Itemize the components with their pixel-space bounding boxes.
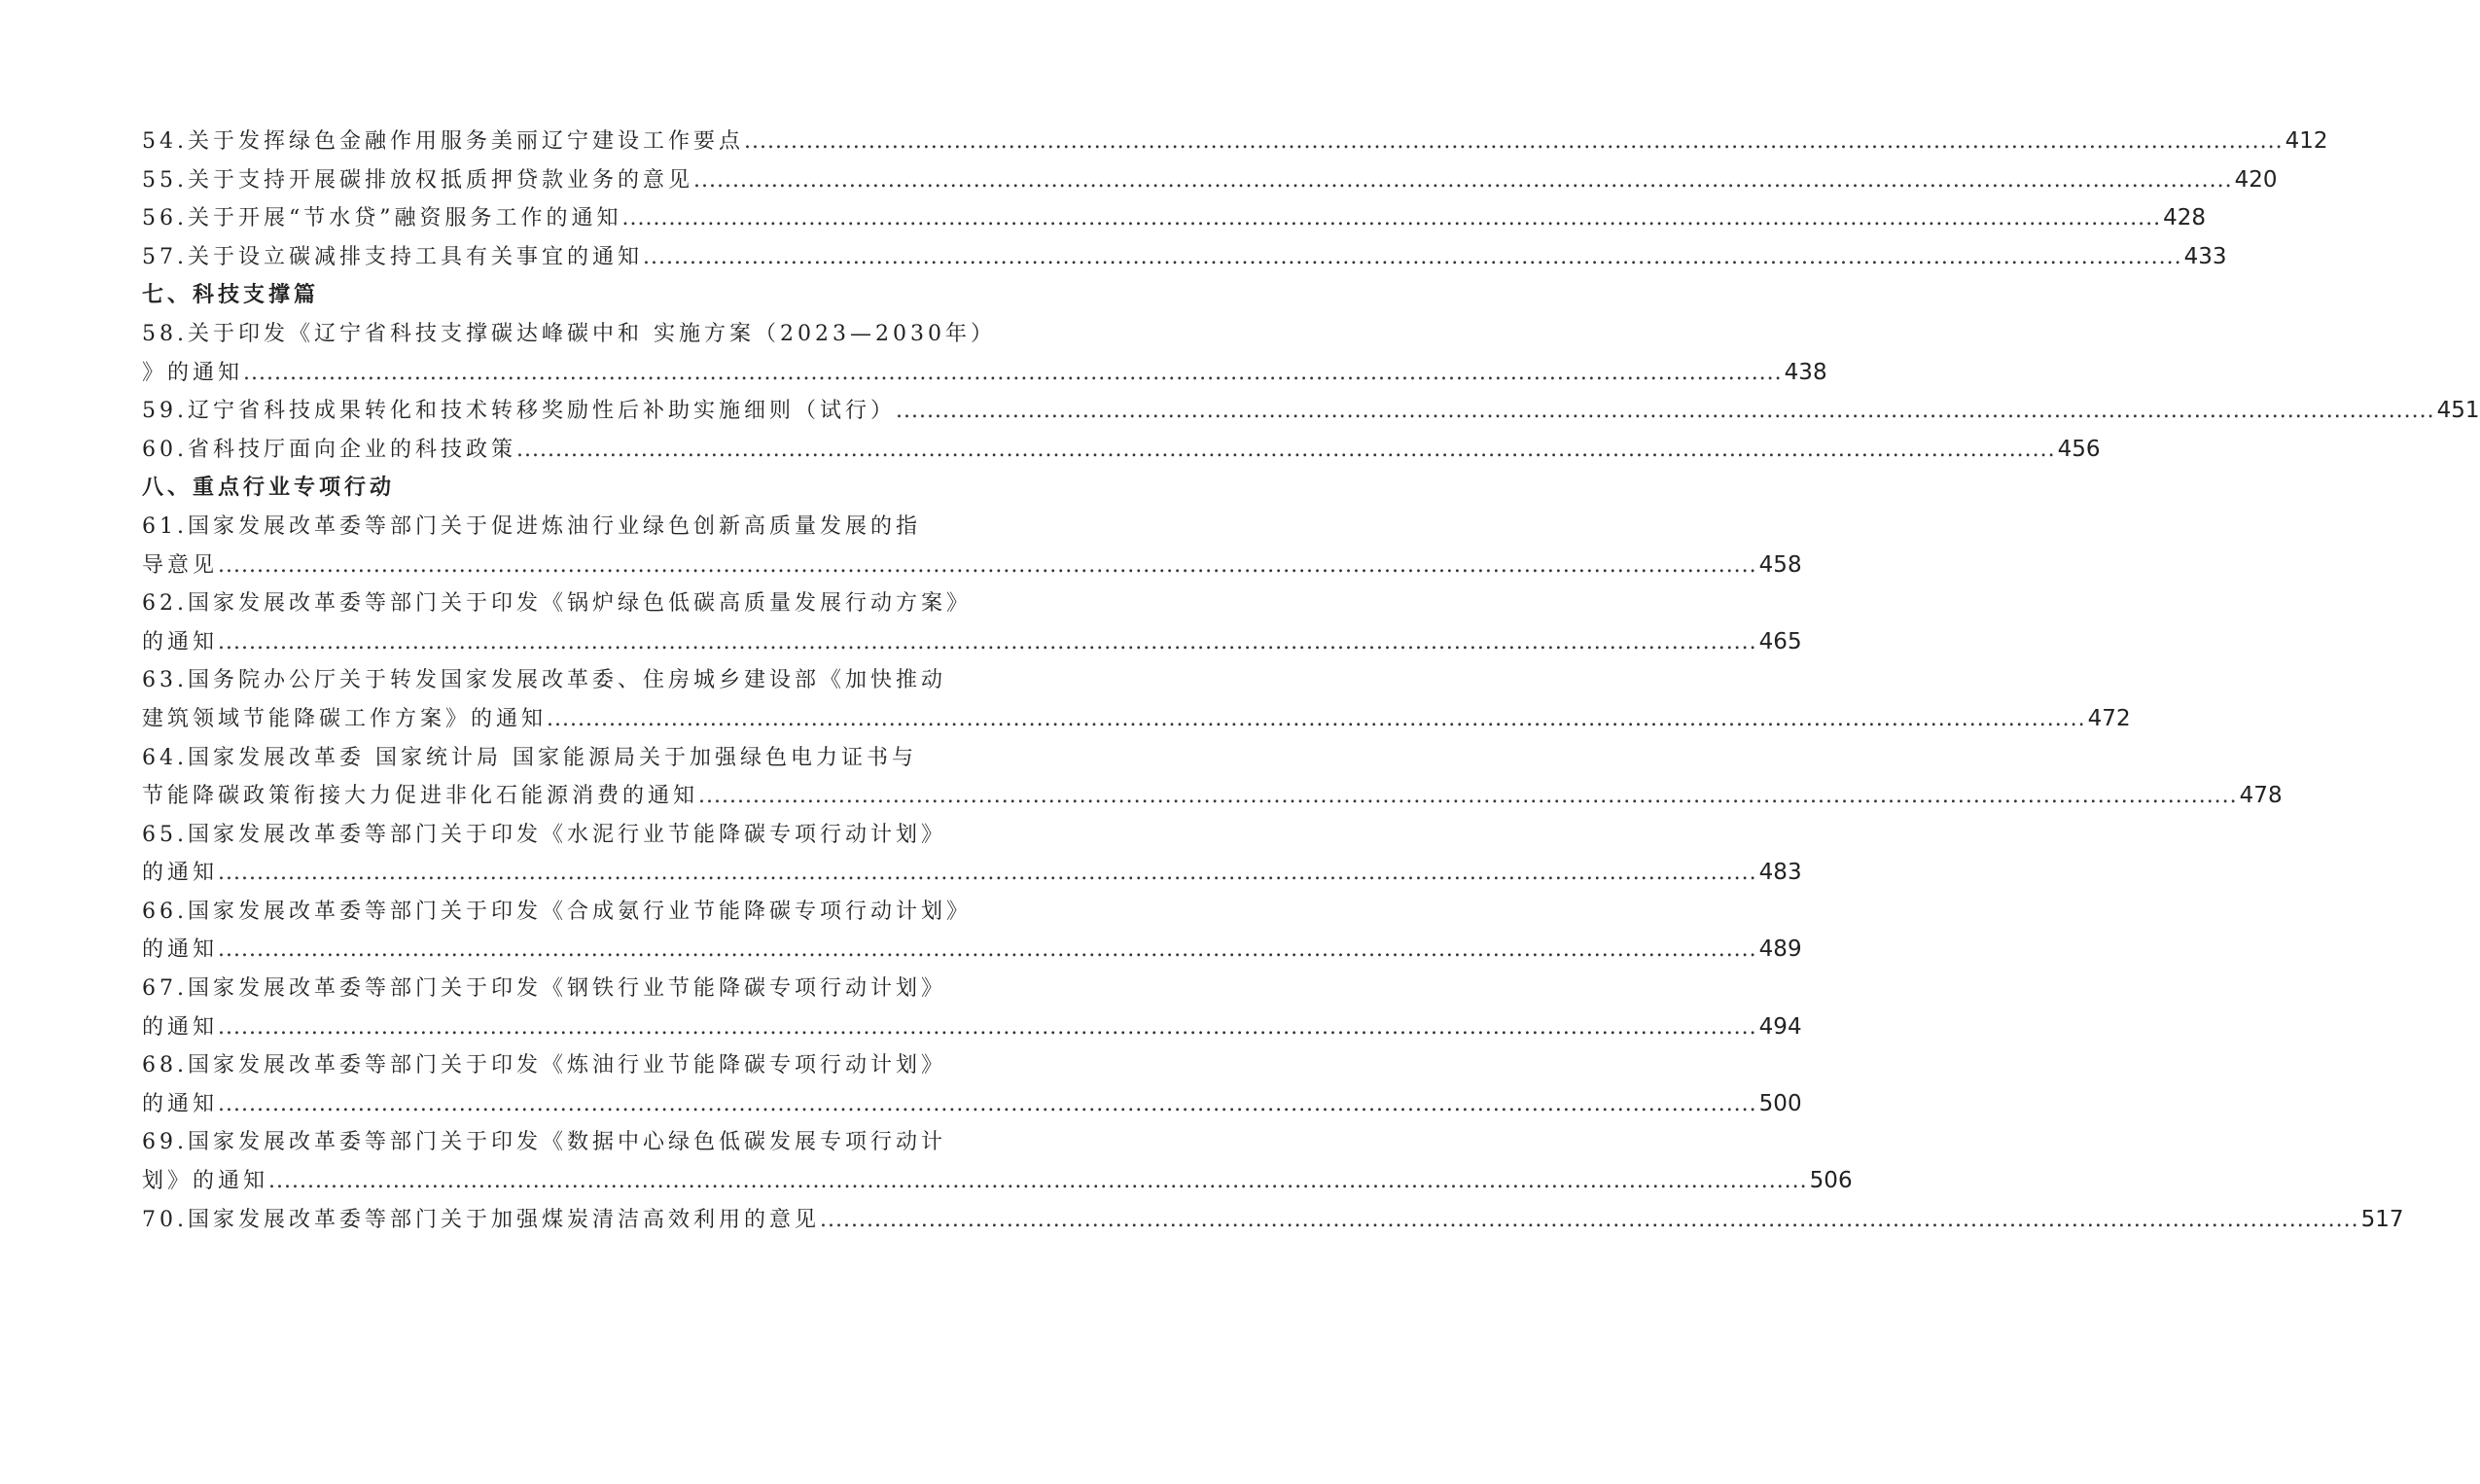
toc-section-heading <box>142 278 910 317</box>
toc-entry[interactable] <box>142 433 2101 472</box>
page-number: 433 <box>2183 243 2227 269</box>
toc-entry-title: 63.国务院办公厅关于转发国家发展改革委、住房城乡建设部《加快推动 <box>142 668 946 693</box>
dot-leader <box>268 1169 1808 1193</box>
toc-entry[interactable] <box>142 1010 1802 1049</box>
page-number: 494 <box>1758 1013 1802 1040</box>
dot-leader <box>698 784 2238 808</box>
toc-entry[interactable] <box>142 779 2283 818</box>
page-number: 506 <box>1809 1168 1853 1194</box>
toc-entry-title: 节能降碳政策衔接大力促进非化石能源消费的通知 <box>142 784 699 809</box>
toc-entry[interactable] <box>142 548 1802 587</box>
toc-entry-title: 69.国家发展改革委等部门关于印发《数据中心绿色低碳发展专项行动计 <box>142 1130 946 1155</box>
dot-leader <box>516 438 2056 462</box>
dot-leader <box>896 399 2435 423</box>
toc-entry-title: 70.国家发展改革委等部门关于加强煤炭清洁高效利用的意见 <box>142 1207 820 1232</box>
toc-entry-title: 68.国家发展改革委等部门关于印发《炼油行业节能降碳专项行动计划》 <box>142 1053 946 1078</box>
toc-entry[interactable] <box>142 201 2207 240</box>
toc-entry-line <box>142 663 946 702</box>
toc-entry-title: 划》的通知 <box>142 1169 269 1194</box>
toc-entry-title: 60.省科技厅面向企业的科技政策 <box>142 437 516 462</box>
toc-entry-line <box>142 586 972 625</box>
toc-entry[interactable] <box>142 124 2328 163</box>
page-number: 428 <box>2163 205 2207 231</box>
toc-entry-title: 的通知 <box>142 629 219 654</box>
page-number: 458 <box>1758 551 1802 578</box>
toc-entry[interactable] <box>142 1087 1802 1126</box>
toc-entry-line <box>142 510 921 548</box>
dot-leader <box>643 245 2182 269</box>
page-number: 465 <box>1758 628 1802 654</box>
page-number: 517 <box>2360 1206 2404 1232</box>
dot-leader <box>243 361 1783 385</box>
page-number: 438 <box>1784 359 1827 385</box>
toc-entry-title: 56.关于开展“节水贷”融资服务工作的通知 <box>142 206 622 231</box>
toc-entry-title: 54.关于发挥绿色金融作用服务美丽辽宁建设工作要点 <box>142 129 744 154</box>
dot-leader <box>744 129 2284 154</box>
page-number: 472 <box>2087 705 2131 731</box>
toc-entry-title: 七、科技支撑篇 <box>142 282 320 308</box>
toc-entry[interactable] <box>142 1203 2404 1242</box>
toc-entry-line <box>142 972 946 1010</box>
toc-entry-line <box>142 741 917 780</box>
toc-entry-title: 64.国家发展改革委 国家统计局 国家能源局关于加强绿色电力证书与 <box>142 745 917 770</box>
dot-leader <box>218 1015 1757 1040</box>
toc-entry-title: 59.辽宁省科技成果转化和技术转移奖励性后补助实施细则（试行） <box>142 399 896 424</box>
toc-entry[interactable] <box>142 394 2480 433</box>
toc-entry[interactable] <box>142 856 1802 895</box>
dot-leader <box>547 707 2086 731</box>
toc-entry-line <box>142 1048 946 1087</box>
toc-entry-line <box>142 895 972 934</box>
toc-entry[interactable] <box>142 163 2278 202</box>
dot-leader <box>218 553 1757 578</box>
toc-entry-title: 66.国家发展改革委等部门关于印发《合成氨行业节能降碳专项行动计划》 <box>142 899 972 924</box>
page-number: 420 <box>2234 166 2278 193</box>
toc-entry-title: 62.国家发展改革委等部门关于印发《锅炉绿色低碳高质量发展行动方案》 <box>142 591 972 617</box>
dot-leader <box>820 1208 2359 1232</box>
page-number: 478 <box>2239 783 2283 809</box>
page-number: 451 <box>2436 398 2480 424</box>
toc-entry-title: 的通知 <box>142 861 219 886</box>
page-number: 456 <box>2057 436 2101 462</box>
toc-entry[interactable] <box>142 625 1802 664</box>
toc-entry-title: 57.关于设立碳减排支持工具有关事宜的通知 <box>142 244 643 269</box>
toc-entry[interactable] <box>142 356 1827 395</box>
dot-leader <box>693 168 2233 193</box>
toc-entry-title: 65.国家发展改革委等部门关于印发《水泥行业节能降碳专项行动计划》 <box>142 822 946 847</box>
toc-entry[interactable] <box>142 240 2227 279</box>
toc-entry-title: 的通知 <box>142 1091 219 1116</box>
dot-leader <box>218 630 1757 654</box>
toc-entry-line <box>142 317 996 356</box>
toc-entry-title: 》的通知 <box>142 360 244 385</box>
dot-leader <box>218 1092 1757 1116</box>
page-number: 412 <box>2285 128 2328 154</box>
table-of-contents <box>142 124 2480 1241</box>
toc-entry-title: 的通知 <box>142 1014 219 1040</box>
dot-leader <box>218 937 1757 962</box>
toc-entry-title: 的通知 <box>142 937 219 963</box>
page-number: 489 <box>1758 936 1802 963</box>
page-number: 500 <box>1758 1090 1802 1116</box>
dot-leader <box>218 861 1757 885</box>
toc-entry-title: 建筑领域节能降碳工作方案》的通知 <box>142 706 548 731</box>
toc-entry-line <box>142 1125 946 1164</box>
toc-entry-title: 八、重点行业专项行动 <box>142 475 396 501</box>
toc-entry[interactable] <box>142 933 1802 972</box>
toc-section-heading <box>142 471 910 510</box>
dot-leader <box>621 206 2161 230</box>
toc-entry[interactable] <box>142 702 2131 741</box>
toc-entry[interactable] <box>142 1164 1853 1203</box>
toc-entry-title: 58.关于印发《辽宁省科技支撑碳达峰碳中和 实施方案（2023—2030年） <box>142 321 996 346</box>
toc-entry-title: 导意见 <box>142 552 219 578</box>
toc-entry-line <box>142 818 946 857</box>
page-number: 483 <box>1758 860 1802 886</box>
toc-entry-title: 67.国家发展改革委等部门关于印发《钢铁行业节能降碳专项行动计划》 <box>142 976 946 1002</box>
toc-entry-title: 55.关于支持开展碳排放权抵质押贷款业务的意见 <box>142 167 693 193</box>
toc-entry-title: 61.国家发展改革委等部门关于促进炼油行业绿色创新高质量发展的指 <box>142 513 921 539</box>
